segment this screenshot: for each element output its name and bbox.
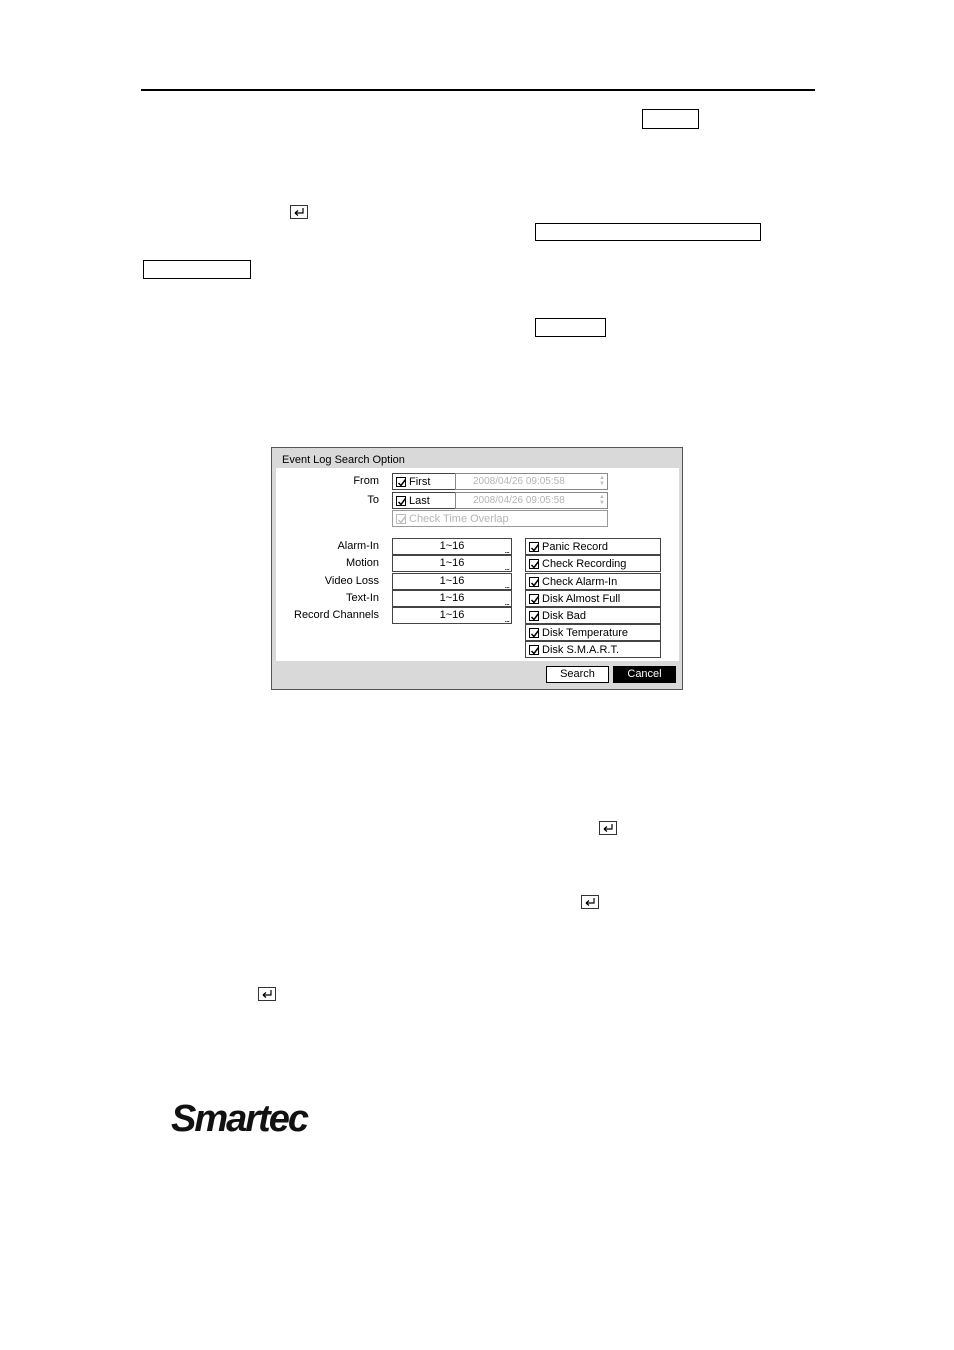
event-label: Check Recording xyxy=(542,558,627,570)
enter-icon xyxy=(290,205,308,219)
event-label: Disk Temperature xyxy=(542,627,628,639)
to-last-toggle[interactable] xyxy=(392,492,456,509)
event-label: Panic Record xyxy=(542,541,609,553)
highlight-box-1 xyxy=(642,109,699,129)
event-panic-record[interactable] xyxy=(525,538,661,555)
record-channels-value: 1~16 xyxy=(439,609,465,621)
event-check-recording[interactable] xyxy=(525,555,661,572)
more-icon: ... xyxy=(504,614,509,624)
cancel-button[interactable]: Cancel xyxy=(613,666,676,683)
enter-icon xyxy=(599,821,617,835)
highlight-box-2 xyxy=(535,223,761,241)
event-disk-bad[interactable] xyxy=(525,607,661,624)
check-icon xyxy=(529,559,539,569)
from-first-toggle[interactable] xyxy=(392,473,456,490)
record-channels-label: Record Channels xyxy=(294,609,379,621)
check-icon xyxy=(396,514,406,524)
to-datetime-value: 2008/04/26 09:05:58 xyxy=(473,495,565,506)
motion-field[interactable] xyxy=(392,555,512,572)
video-loss-label: Video Loss xyxy=(324,575,379,587)
motion-label: Motion xyxy=(345,557,379,569)
event-label: Disk S.M.A.R.T. xyxy=(542,644,620,656)
more-icon: ... xyxy=(504,545,509,555)
from-datetime-value: 2008/04/26 09:05:58 xyxy=(473,476,565,487)
check-icon xyxy=(529,577,539,587)
header-rule xyxy=(141,89,815,91)
check-icon xyxy=(529,611,539,621)
search-button[interactable]: Search xyxy=(546,666,609,683)
to-label: To xyxy=(367,494,379,506)
event-label: Disk Bad xyxy=(542,610,587,622)
from-datetime-field[interactable] xyxy=(455,473,608,490)
enter-icon xyxy=(258,987,276,1001)
highlight-box-4 xyxy=(535,318,606,337)
event-disk-temperature[interactable] xyxy=(525,624,661,641)
from-label: From xyxy=(353,475,379,487)
alarm-in-value: 1~16 xyxy=(439,540,465,552)
smartec-logo: Smartec xyxy=(171,1098,307,1140)
event-check-alarm-in[interactable] xyxy=(525,573,661,590)
check-icon xyxy=(396,496,406,506)
record-channels-field[interactable] xyxy=(392,607,512,624)
alarm-in-field[interactable] xyxy=(392,538,512,555)
to-datetime-field[interactable] xyxy=(455,492,608,509)
event-label: Disk Almost Full xyxy=(542,593,621,605)
more-icon: ... xyxy=(504,562,509,572)
text-in-label: Text-In xyxy=(345,592,379,604)
check-icon xyxy=(396,477,406,487)
dialog-title: Event Log Search Option xyxy=(282,454,405,466)
spinner-icon: ▲ ▼ xyxy=(599,475,605,487)
highlight-box-3 xyxy=(143,260,251,279)
event-disk-smart[interactable] xyxy=(525,641,661,658)
event-disk-almost-full[interactable] xyxy=(525,590,661,607)
video-loss-value: 1~16 xyxy=(439,575,465,587)
text-in-value: 1~16 xyxy=(439,592,465,604)
spinner-icon: ▲ ▼ xyxy=(599,494,605,506)
event-label: Check Alarm-In xyxy=(542,576,618,588)
check-time-overlap-toggle[interactable] xyxy=(392,510,608,527)
check-icon xyxy=(529,628,539,638)
check-icon xyxy=(529,594,539,604)
from-option-label: First xyxy=(409,476,431,488)
check-icon xyxy=(529,645,539,655)
check-icon xyxy=(529,542,539,552)
video-loss-field[interactable] xyxy=(392,573,512,590)
more-icon: ... xyxy=(504,597,509,607)
alarm-in-label: Alarm-In xyxy=(337,540,379,552)
enter-icon xyxy=(581,895,599,909)
to-option-label: Last xyxy=(409,495,430,507)
more-icon: ... xyxy=(504,580,509,590)
check-time-overlap-label: Check Time Overlap xyxy=(409,513,509,525)
motion-value: 1~16 xyxy=(439,557,465,569)
text-in-field[interactable] xyxy=(392,590,512,607)
